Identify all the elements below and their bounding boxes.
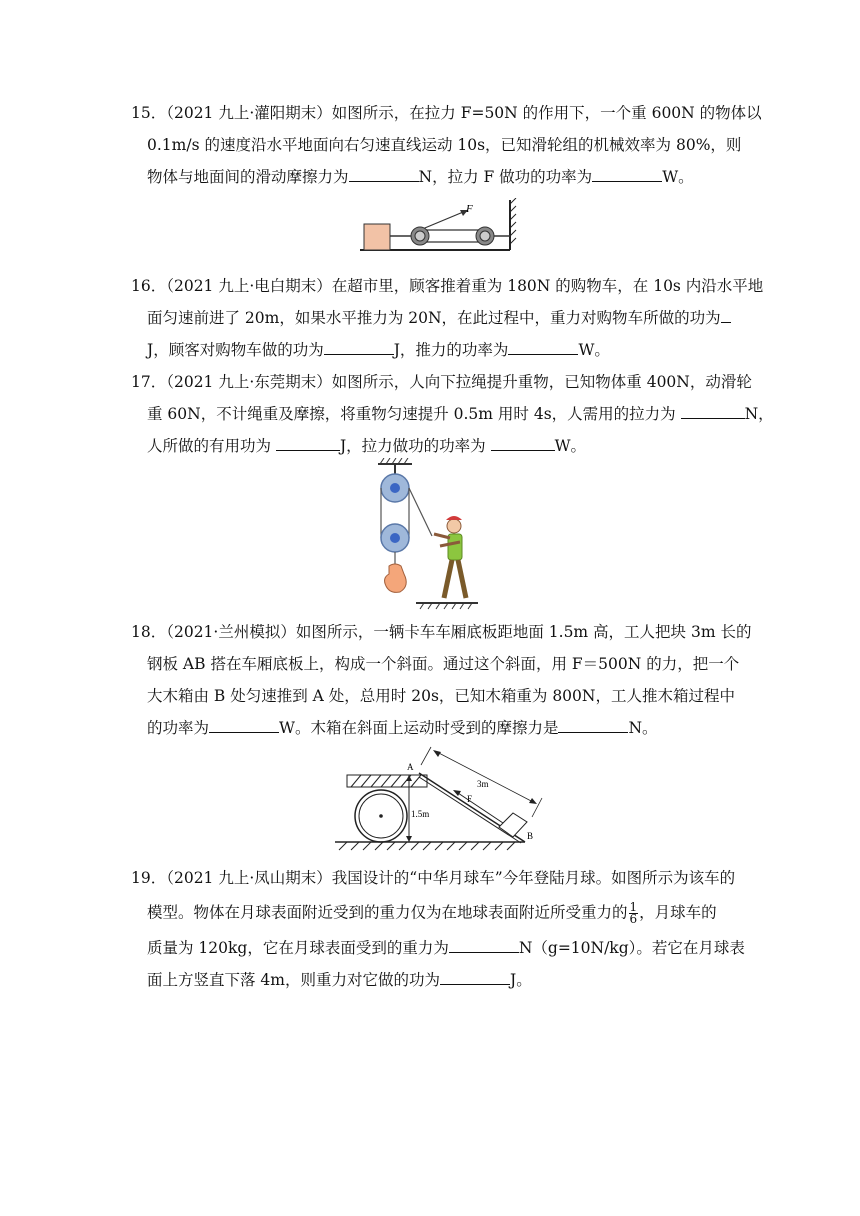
q18-line-1: 18．（2021·兰州模拟）如图所示，一辆卡车车厢底板距地面 1.5m 高，工人把块 3m 长的: [131, 623, 752, 641]
q18-point-a: A: [407, 762, 414, 772]
q18-blank-1[interactable]: [209, 718, 279, 733]
q15-force-label: F: [466, 203, 473, 215]
q15-text-a: 物体与地面间的滑动摩擦力为: [147, 168, 349, 186]
q19-text-c: 质量为 120kg，它在月球表面受到的重力为: [147, 939, 449, 957]
q17-text-b: J，拉力做功的功率为: [339, 437, 486, 455]
q18-text-c: N。: [628, 719, 658, 737]
q19-frac-den: 6: [629, 912, 638, 926]
q15-blank-1[interactable]: [349, 167, 419, 182]
q16-blank-2[interactable]: [324, 340, 394, 355]
q16-text-2: 面匀速前进了 20m，如果水平推力为 20N，在此过程中，重力对购物车所做的功为: [147, 309, 721, 327]
q16-text-b: J，推力的功率为: [393, 341, 509, 359]
q17-text-2: 重 60N，不计绳重及摩擦，将重物匀速提升 0.5m 用时 4s，人需用的拉力为: [147, 405, 676, 423]
q17-line-1: 17．（2021 九上·东莞期末）如图所示，人向下拉绳提升重物，已知物体重 400N，动滑轮: [131, 373, 752, 391]
q19-line-1: 19．（2021 九上·凤山期末）我国设计的“中华月球车”今年登陆月球。如图所示为该车的: [131, 869, 736, 887]
q17-blank-2[interactable]: [276, 436, 340, 451]
q15-pulley-figure: [360, 198, 520, 264]
q19-frac-num: 1: [629, 900, 638, 914]
q17-text-a: 人所做的有用功为: [147, 437, 272, 455]
q19-blank-2[interactable]: [440, 970, 510, 985]
q15-text-c: W。: [662, 168, 694, 186]
q17-line-2: [147, 404, 774, 424]
q19-text-a: 模型。物体在月球表面附近受到的重力仅为在地球表面附近所受重力的: [147, 903, 628, 922]
q15-text-b: N，拉力 F 做功的功率为: [418, 168, 593, 186]
q16-text-c: W。: [578, 341, 610, 359]
q18-length-label: 3m: [477, 779, 489, 789]
q16-line-2: [147, 308, 731, 328]
q19-text-b: ，月球车的: [639, 903, 717, 922]
q18-point-b: B: [527, 831, 534, 841]
q19-fraction: [629, 902, 639, 925]
q17-blank-1[interactable]: [681, 404, 745, 419]
q15-line-1: 15．（2021 九上·灌阳期末）如图所示，在拉力 F=50N 的作用下，一个重 600N 的物体以: [131, 104, 762, 122]
q19-text-f: J。: [510, 971, 532, 989]
q16-line-3: [147, 340, 610, 360]
q17-line-3: [147, 436, 586, 456]
q19-line-3: [147, 938, 745, 958]
q18-line-4: [147, 718, 658, 738]
q18-force-label: F: [467, 794, 473, 804]
q17-text-2-end: N，: [744, 405, 774, 423]
q19-line-2: [147, 902, 717, 925]
q18-text-a: 的功率为: [147, 719, 210, 737]
q15-line-3: [147, 167, 694, 187]
q19-blank-1[interactable]: [449, 938, 519, 953]
q17-pulley-figure: [370, 458, 480, 610]
q18-ramp-figure: [335, 745, 545, 857]
q19-line-4: [147, 970, 532, 990]
q15-blank-2[interactable]: [592, 167, 662, 182]
q16-blank-3[interactable]: [508, 340, 578, 355]
q18-line-3: 大木箱由 B 处匀速推到 A 处，总用时 20s，已知木箱重为 800N，工人推木箱过程中: [147, 687, 735, 705]
q15-line-2: 0.1m/s 的速度沿水平地面向右匀速直线运动 10s，已知滑轮组的机械效率为 80%，则: [147, 136, 742, 154]
q16-blank-1[interactable]: [721, 308, 731, 323]
q17-text-c: W。: [554, 437, 587, 455]
q19-text-e: 面上方竖直下落 4m，则重力对它做的功为: [147, 971, 440, 989]
q17-blank-3[interactable]: [491, 436, 555, 451]
q18-line-2: 钢板 AB 搭在车厢底板上，构成一个斜面。通过这个斜面，用 F＝500N 的力，把一个: [147, 655, 740, 673]
q16-text-a: J，顾客对购物车做的功为: [147, 341, 324, 359]
q18-height-label: 1.5m: [411, 809, 430, 819]
q18-blank-2[interactable]: [558, 718, 628, 733]
q18-text-b: W。木箱在斜面上运动时受到的摩擦力是: [279, 719, 559, 737]
q16-line-1: 16．（2021 九上·电白期末）在超市里，顾客推着重为 180N 的购物车，在 10s 内沿水平地: [131, 277, 764, 295]
q19-text-d: N（g=10N/kg）。若它在月球表: [518, 939, 745, 957]
